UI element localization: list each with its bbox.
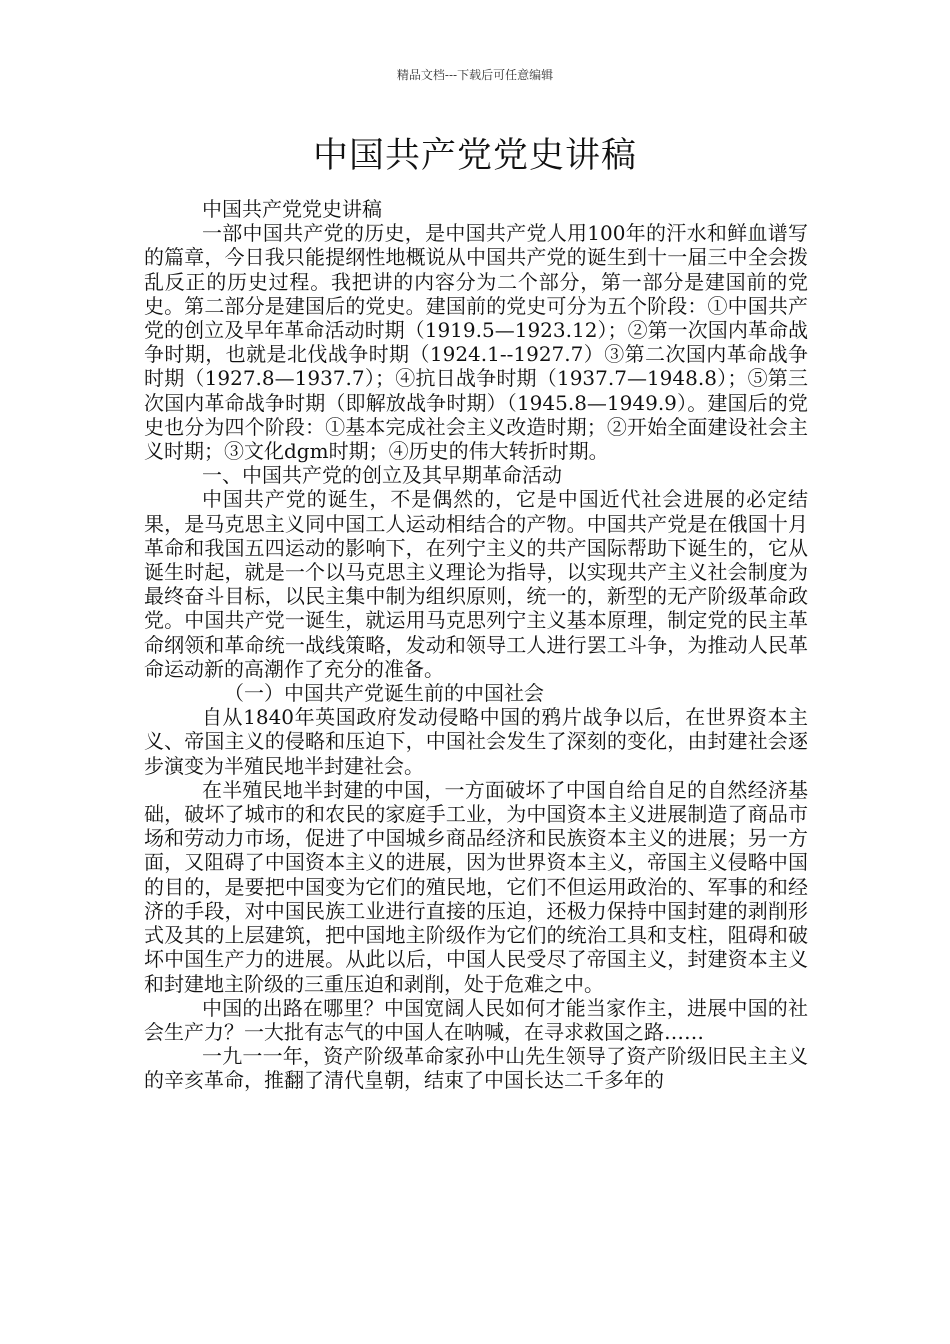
document-title: 中国共产党党史讲稿 [312, 136, 637, 176]
paragraph-way-out: 中国的出路在哪里？中国宽阔人民如何才能当家作主，进展中国的社会生产力？一大批有志气的中国人在呐喊，在寻求救国之路…… [144, 995, 808, 1044]
document-body [144, 197, 808, 1093]
paragraph-opium-war: 自从1840年英国政府发动侵略中国的鸦片战争以后，在世界资本主义、帝国主义的侵略和压迫下，中国社会发生了深刻的变化，由封建社会逐步演变为半殖民地半封建社会。 [144, 705, 808, 778]
section-heading-1: 一、中国共产党的创立及其早期革命活动 [202, 463, 562, 488]
paragraph-semi-colonial: 在半殖民地半封建的中国，一方面破坏了中国自给自足的自然经济基础，破坏了城市的和农民的家庭手工业，为中国资本主义进展制造了商品市场和劳动力市场，促进了中国城乡商品经济和民族资本主义的进展；另一方面，又阻碍了中国资本主义的进展，因为世界资本主义，帝国主义侵略中国的目的，是要把中国变为它们的殖民地，它们不但运用政治的、军事的和经济的手段，对中国民族工业进行直接的压迫，还极力保持中国封建的剥削形式及其的上层建筑，把中国地主阶级作为它们的统治工具和支柱，阻碍和破坏中国生产力的进展。从此以后，中国人民受尽了帝国主义，封建资本主义和封建地主阶级的三重压迫和剥削，处于危难之中。 [144, 777, 808, 996]
body-subtitle: 中国共产党党史讲稿 [202, 197, 382, 221]
paragraph-party-founding: 中国共产党的诞生，不是偶然的，它是中国近代社会进展的必定结果，是马克思主义同中国工人运动相结合的产物。中国共产党是在俄国十月革命和我国五四运动的影响下，在列宁主义的共产国际帮助下诞生的，它从诞生时起，就是一个以马克思主义理论为指导，以实现共产主义社会制度为最终奋斗目标，以民主集中制为组织原则，统一的，新型的无产阶级革命政党。中国共产党一诞生，就运用马克思列宁主义基本原理，制定党的民主革命纲领和革命统一战线策略，发动和领导工人进行罢工斗争，为推动人民革命运动新的高潮作了充分的准备。 [144, 487, 808, 681]
page-header-note: 精品文档---下载后可任意编辑 [396, 68, 554, 82]
paragraph-1911-revolution: 一九一一年，资产阶级革命家孙中山先生领导了资产阶级旧民主主义的辛亥革命，推翻了清代皇朝，结束了中国长达二千多年的 [144, 1044, 808, 1093]
subsection-heading-1: （一）中国共产党诞生前的中国社会 [224, 681, 544, 706]
paragraph-introduction: 一部中国共产党的历史，是中国共产党人用100年的汗水和鲜血谱写的篇章，今日我只能提纲性地概说从中国共产党的诞生到十一届三中全会拨乱反正的历史过程。我把讲的内容分为二个部分，第一部分是建国前的党史。第二部分是建国后的党史。建国前的党史可分为五个阶段：①中国共产党的创立及早年革命活动时期（1919.5—1923.12）；②第一次国内革命战争时期，也就是北伐战争时期（1924.1--1927.7）③第二次国内革命战争时期（1927.8—1937.7）；④抗日战争时期（1937.7—1948.8）；⑤第三次国内革命战争时期（即解放战争时期）（1945.8—1949.9）。建国后的党史也分为四个阶段：①基本完成社会主义改造时期；②开始全面建设社会主义时期；③文化dgm时期；④历史的伟大转折时期。 [144, 221, 808, 464]
